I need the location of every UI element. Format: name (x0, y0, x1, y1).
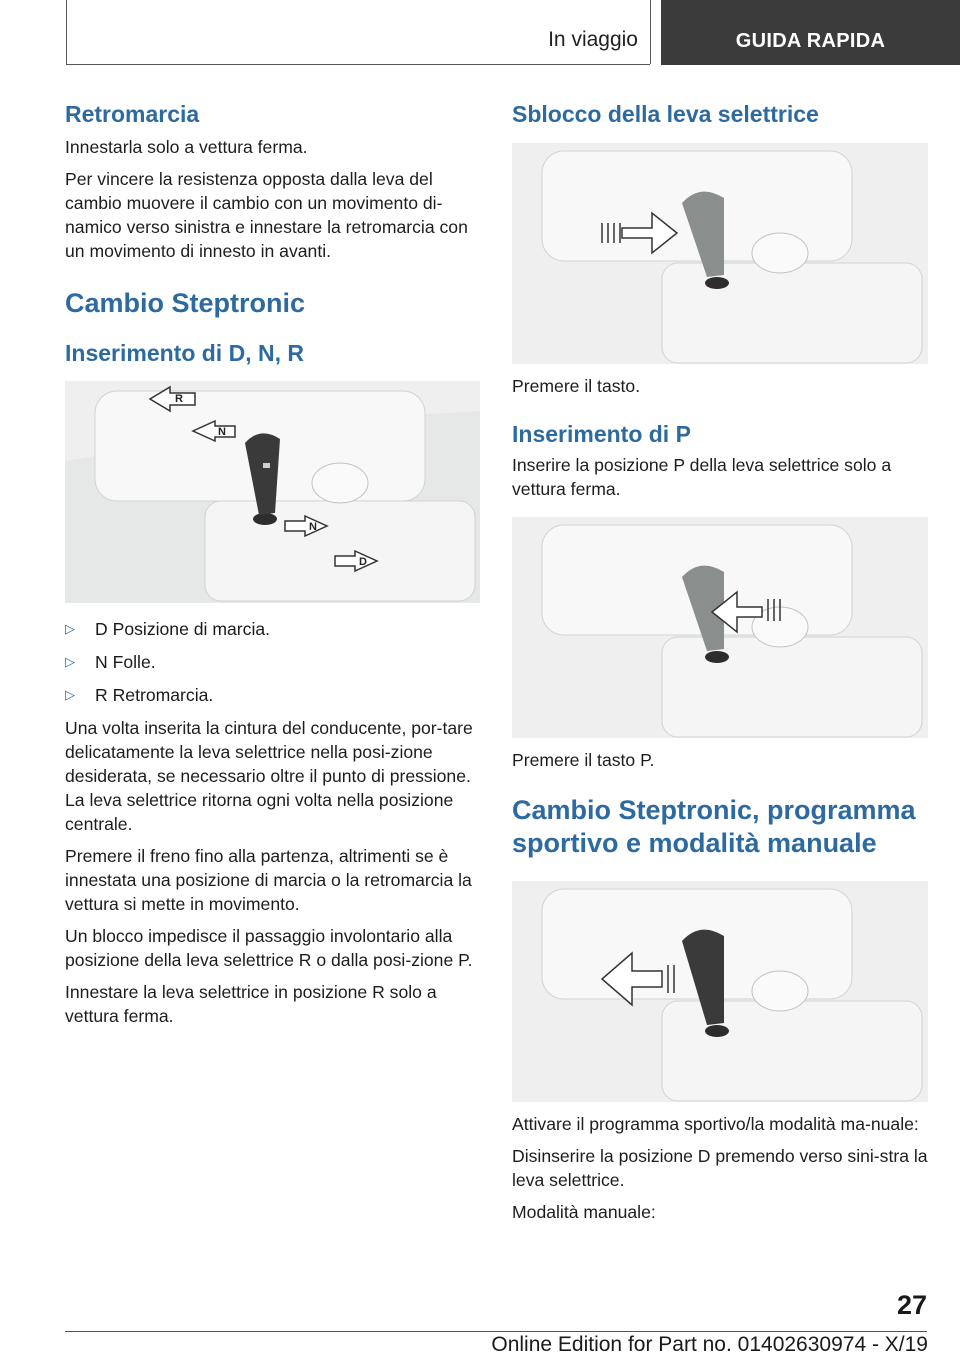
fig-label-d: D (359, 556, 367, 569)
gear-positions-list (65, 617, 480, 707)
footer-edition: Online Edition for Part no. 01402630974 - X/19 (491, 1333, 928, 1356)
sport-text-2: Disinserire la posizione D premendo verso sini-stra la leva selettrice. (512, 1146, 928, 1190)
sblocco-caption: Premere il tasto. (512, 375, 641, 396)
gear-selector-dnr-figure (65, 381, 480, 603)
inserimento-dnr-heading: Inserimento di D, N, R (65, 339, 304, 366)
fig-label-n: N (218, 426, 226, 439)
footer-divider (65, 1331, 927, 1332)
paragraph-lock: Un blocco impedisce il passaggio involontario alla posizione della leva selettrice R o dalla posi-zione P. (65, 926, 473, 971)
inserimento-p-caption: Premere il tasto P. (512, 749, 655, 770)
left-column (65, 100, 480, 1036)
sport-text-1: Attivare il programma sportivo/la modalità ma-nuale: (512, 1114, 919, 1134)
header-divider-mid (650, 0, 651, 64)
retromarcia-heading: Retromarcia (65, 101, 200, 127)
header-section-title: In viaggio (548, 28, 638, 51)
list-item: ▷ R Retromarcia. (65, 685, 214, 706)
paragraph-seatbelt: Una volta inserita la cintura del conducente, por-tare delicatamente la leva selettrice nella posi-zione desiderata, se necessario oltre il punto di pressione. La leva selettrice ritorna ogni volta nella posizione centrale. (65, 718, 473, 835)
list-item: ▷ N Folle. (65, 652, 156, 673)
sport-mode-heading: Cambio Steptronic, programma sportivo e modalità manuale (512, 794, 916, 859)
paragraph-reverse: Innestare la leva selettrice in posizione R solo a vettura ferma. (65, 982, 437, 1027)
bullet-triangle-icon: ▷ (65, 687, 75, 703)
right-column (512, 100, 928, 1232)
paragraph-brake: Premere il freno fino alla partenza, altrimenti se è innestata una posizione di marcia o la retromarcia la vettura si mette in movimento. (65, 846, 472, 915)
bullet-triangle-icon: ▷ (65, 621, 75, 637)
retromarcia-text-2: Per vincere la resistenza opposta dalla leva del cambio muovere il cambio con un movimento di-namico verso sinistra e innestare la retromarcia con un movimento di innesto in avanti. (65, 168, 468, 261)
sblocco-heading: Sblocco della leva selettrice (512, 101, 819, 127)
park-button-figure (512, 517, 928, 738)
steptronic-heading: Cambio Steptronic (65, 287, 306, 318)
header-divider-bottom (66, 64, 650, 65)
list-item: ▷ D Posizione di marcia. (65, 619, 271, 640)
header-divider-left (66, 0, 67, 64)
header-chapter-tab (661, 0, 960, 65)
inserimento-p-heading: Inserimento di P (512, 420, 691, 447)
page-number: 27 (896, 1290, 927, 1320)
fig-label-r: R (175, 393, 183, 406)
header-chapter-label: GUIDA RAPIDA (735, 30, 886, 52)
sport-mode-figure (512, 881, 928, 1102)
unlock-lever-figure (512, 143, 928, 364)
retromarcia-text-1: Innestarla solo a vettura ferma. (65, 136, 308, 157)
fig-label-n2: N (309, 521, 317, 534)
bullet-triangle-icon: ▷ (65, 654, 75, 670)
inserimento-p-text: Inserire la posizione P della leva selettrice solo a vettura ferma. (512, 454, 892, 499)
sport-text-3: Modalità manuale: (512, 1202, 656, 1222)
